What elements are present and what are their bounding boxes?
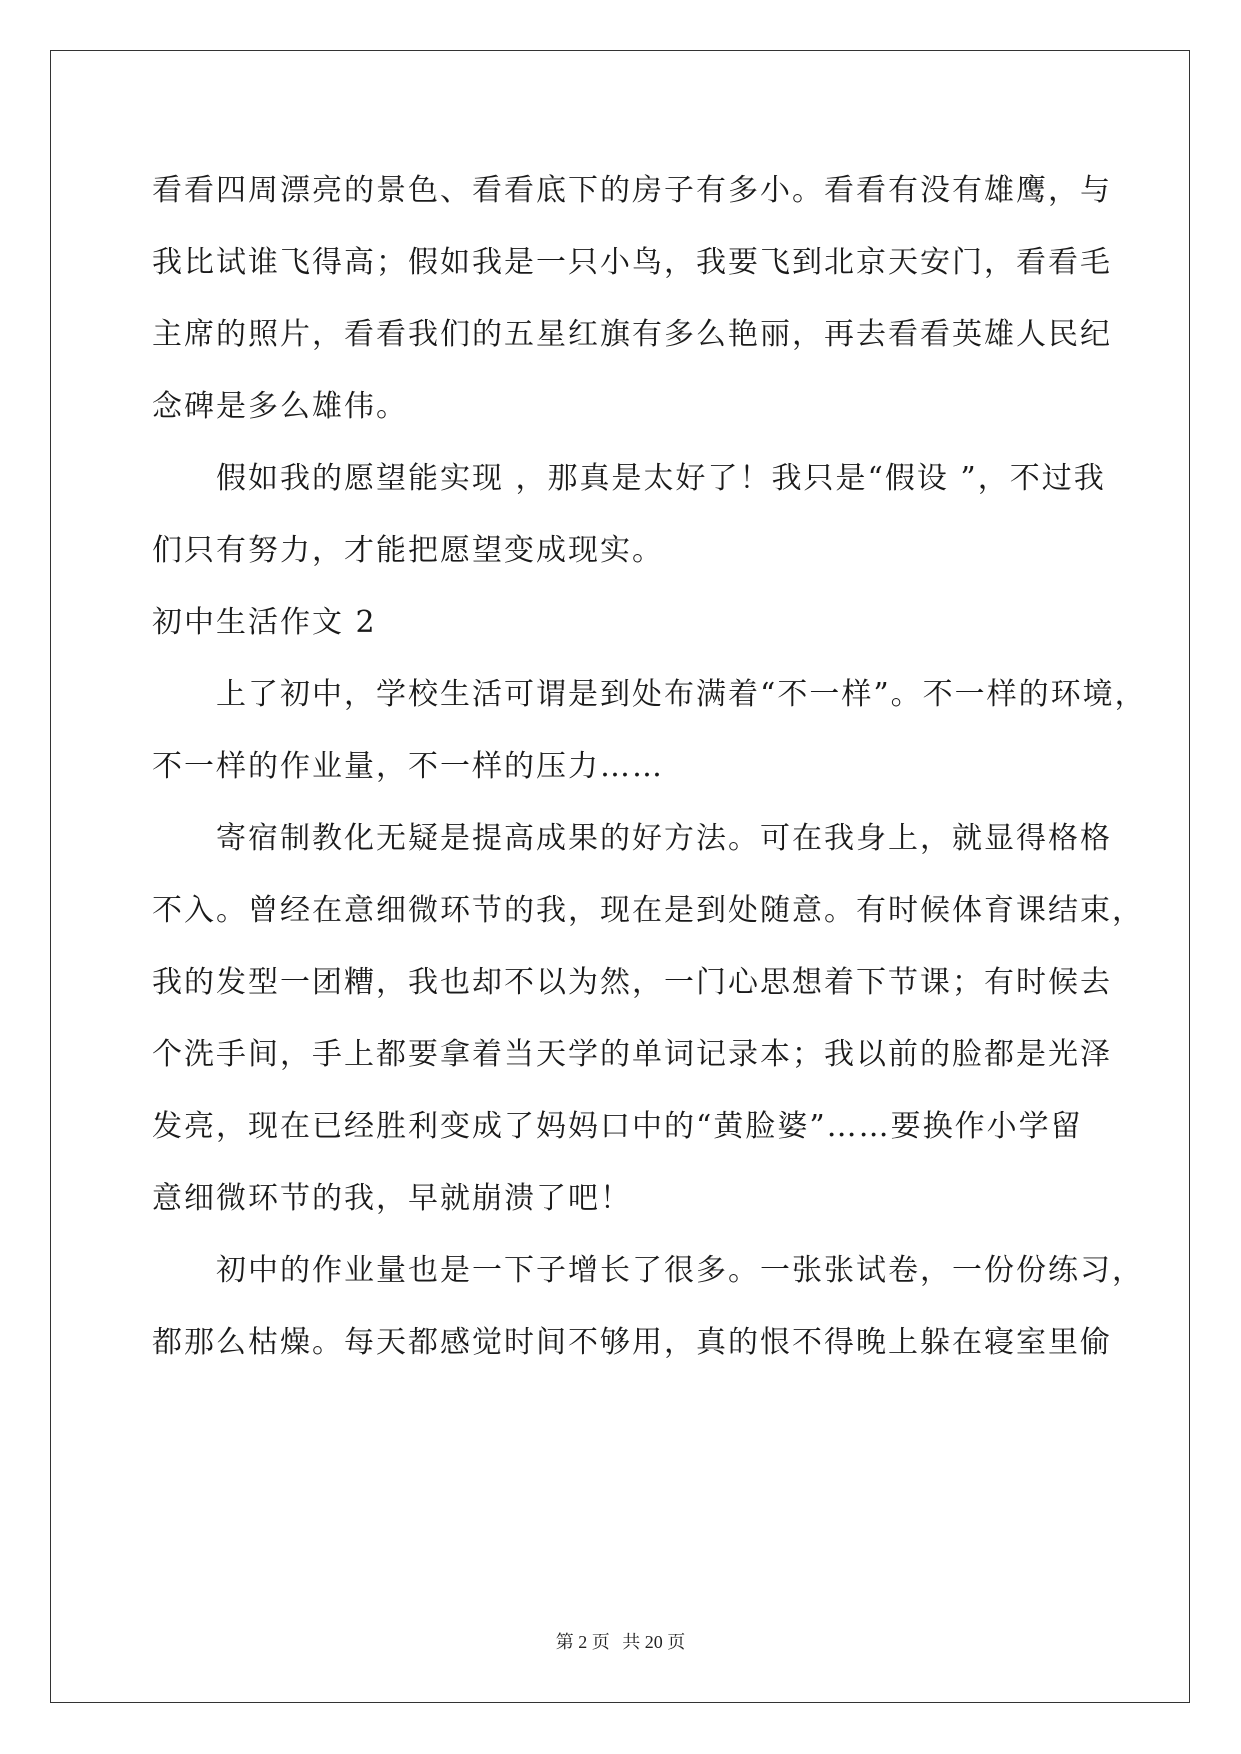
text-line: 不一样的作业量，不一样的压力……: [152, 749, 664, 784]
paragraph-first-line: 初中的作业量也是一下子增长了很多。一张张试卷，一份份练习，: [216, 1253, 1144, 1288]
text-line: 念碑是多么雄伟。: [152, 389, 408, 424]
text-line: 看看四周漂亮的景色、看看底下的房子有多小。看看有没有雄鹰，与: [152, 173, 1112, 208]
text-line: 不入。曾经在意细微环节的我，现在是到处随意。有时候体育课结束，: [152, 893, 1144, 928]
text-line: 我的发型一团糟，我也却不以为然，一门心思想着下节课；有时候去: [152, 965, 1112, 1000]
text-line: 主席的照片，看看我们的五星红旗有多么艳丽，再去看看英雄人民纪: [152, 317, 1112, 352]
page-footer: [0, 1628, 1241, 1654]
text-line: 个洗手间，手上都要拿着当天学的单词记录本；我以前的脸都是光泽: [152, 1037, 1112, 1072]
text-line: 我比试谁飞得高；假如我是一只小鸟，我要飞到北京天安门，看看毛: [152, 245, 1112, 280]
paragraph-first-line: 假如我的愿望能实现 ，那真是太好了！我只是“假设 ”，不过我: [216, 461, 1106, 496]
text-line: 意细微环节的我，早就崩溃了吧！: [152, 1181, 632, 1216]
paragraph-first-line: 上了初中，学校生活可谓是到处布满着“不一样”。不一样的环境，: [216, 677, 1147, 712]
text-line: 发亮，现在已经胜利变成了妈妈口中的“黄脸婆”……要换作小学留: [152, 1109, 1083, 1144]
text-line: 们只有努力，才能把愿望变成现实。: [152, 533, 664, 568]
paragraph-first-line: 寄宿制教化无疑是提高成果的好方法。可在我身上，就显得格格: [216, 821, 1112, 856]
page-total: 共 20 页: [622, 1632, 686, 1652]
section-heading: 初中生活作文 2: [152, 605, 377, 640]
page-number: 第 2 页: [555, 1632, 610, 1652]
text-line: 都那么枯燥。每天都感觉时间不够用，真的恨不得晚上躲在寝室里偷: [152, 1325, 1112, 1360]
page-border: [50, 50, 1190, 1703]
